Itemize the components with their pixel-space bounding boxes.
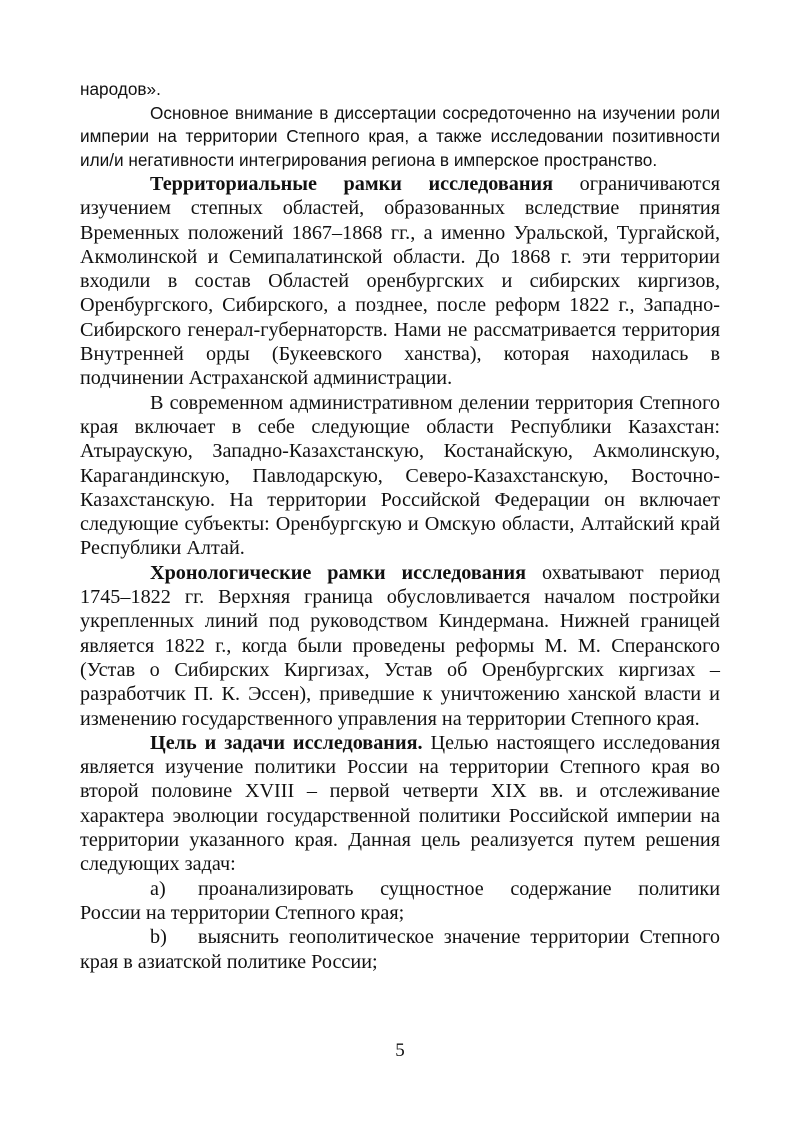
paragraph-administrative-division: В современном административном делении территория Степного края включает в себе следующие области Республики Казахстан: Атыраускую, Западно-Казахстанскую, Костанайскую, Акмолинскую, Карагандинскую, Павлодарскую, Северо-Казахстанскую, Восточно-Казахстанскую. На территории Российской Федерации он включает следующие субъекты: Оренбургскую и Омскую области, Алтайский край Республики Алтай. <box>80 391 720 560</box>
list-marker: b) <box>150 926 167 949</box>
list-item <box>80 925 720 974</box>
document-body <box>80 78 720 974</box>
heading-chronological-scope: Хронологические рамки исследования <box>150 561 527 584</box>
heading-goals: Цель и задачи исследования. <box>150 731 423 754</box>
paragraph-focus: Основное внимание в диссертации сосредоточенно на изучении роли империи на территории Степного края, а также исследовании позитивности или/и негативности интегрирования региона в имперское пространство. <box>80 102 720 170</box>
paragraph-goals <box>80 731 720 877</box>
text-territorial-scope: ограничиваются изучением степных областей, образованных вследствие принятия Временных положений 1867–1868 гг., а именно Уральской, Тургайской, Акмолинской и Семипалатинской области. До 1868 г. эти территории входили в состав Областей оренбургских и сибирских киргизов, Оренбургского, Сибирского, а позднее, после реформ 1822 г., Западно-Сибирского генерал-губернаторств. Нами не рассматривается территория Внутренней орды (Букеевского ханства), которая находилась в подчинении Астраханской администрации. <box>80 173 720 390</box>
text-chronological-scope: охватывают период 1745–1822 гг. Верхняя граница обусловливается началом постройки укрепленных линий под руководством Киндермана. Нижней границей является 1822 г., когда были проведены реформы М. М. Сперанского (Устав о Сибирских Киргизах, Устав об Оренбургских киргизах – разработчик П. К. Эссен), приведшие к уничтожению ханской власти и изменению государственного управления на территории Степного края. <box>80 561 720 730</box>
text-goals: Целью настоящего исследования является изучение политики России на территории Степного края во второй половине XVIII – первой четверти XIX вв. и отслеживание характера эволюции государственной политики Российской империи на территории указанного края. Данная цель реализуется путем решения следующих задач: <box>80 731 720 876</box>
paragraph-chronological-scope <box>80 561 720 731</box>
list-item-text: выяснить геополитическое значение территории Степного края в азиатской политике России; <box>80 926 720 973</box>
heading-territorial-scope: Территориальные рамки исследования <box>150 173 554 195</box>
list-marker: a) <box>150 877 166 900</box>
list-item <box>80 877 720 926</box>
list-item-text: проанализировать сущностное содержание политики России на территории Степного края; <box>80 877 720 924</box>
page-number: 5 <box>395 1040 405 1061</box>
paragraph-continuation: народов». <box>80 79 161 99</box>
paragraph-territorial-scope <box>80 172 720 391</box>
